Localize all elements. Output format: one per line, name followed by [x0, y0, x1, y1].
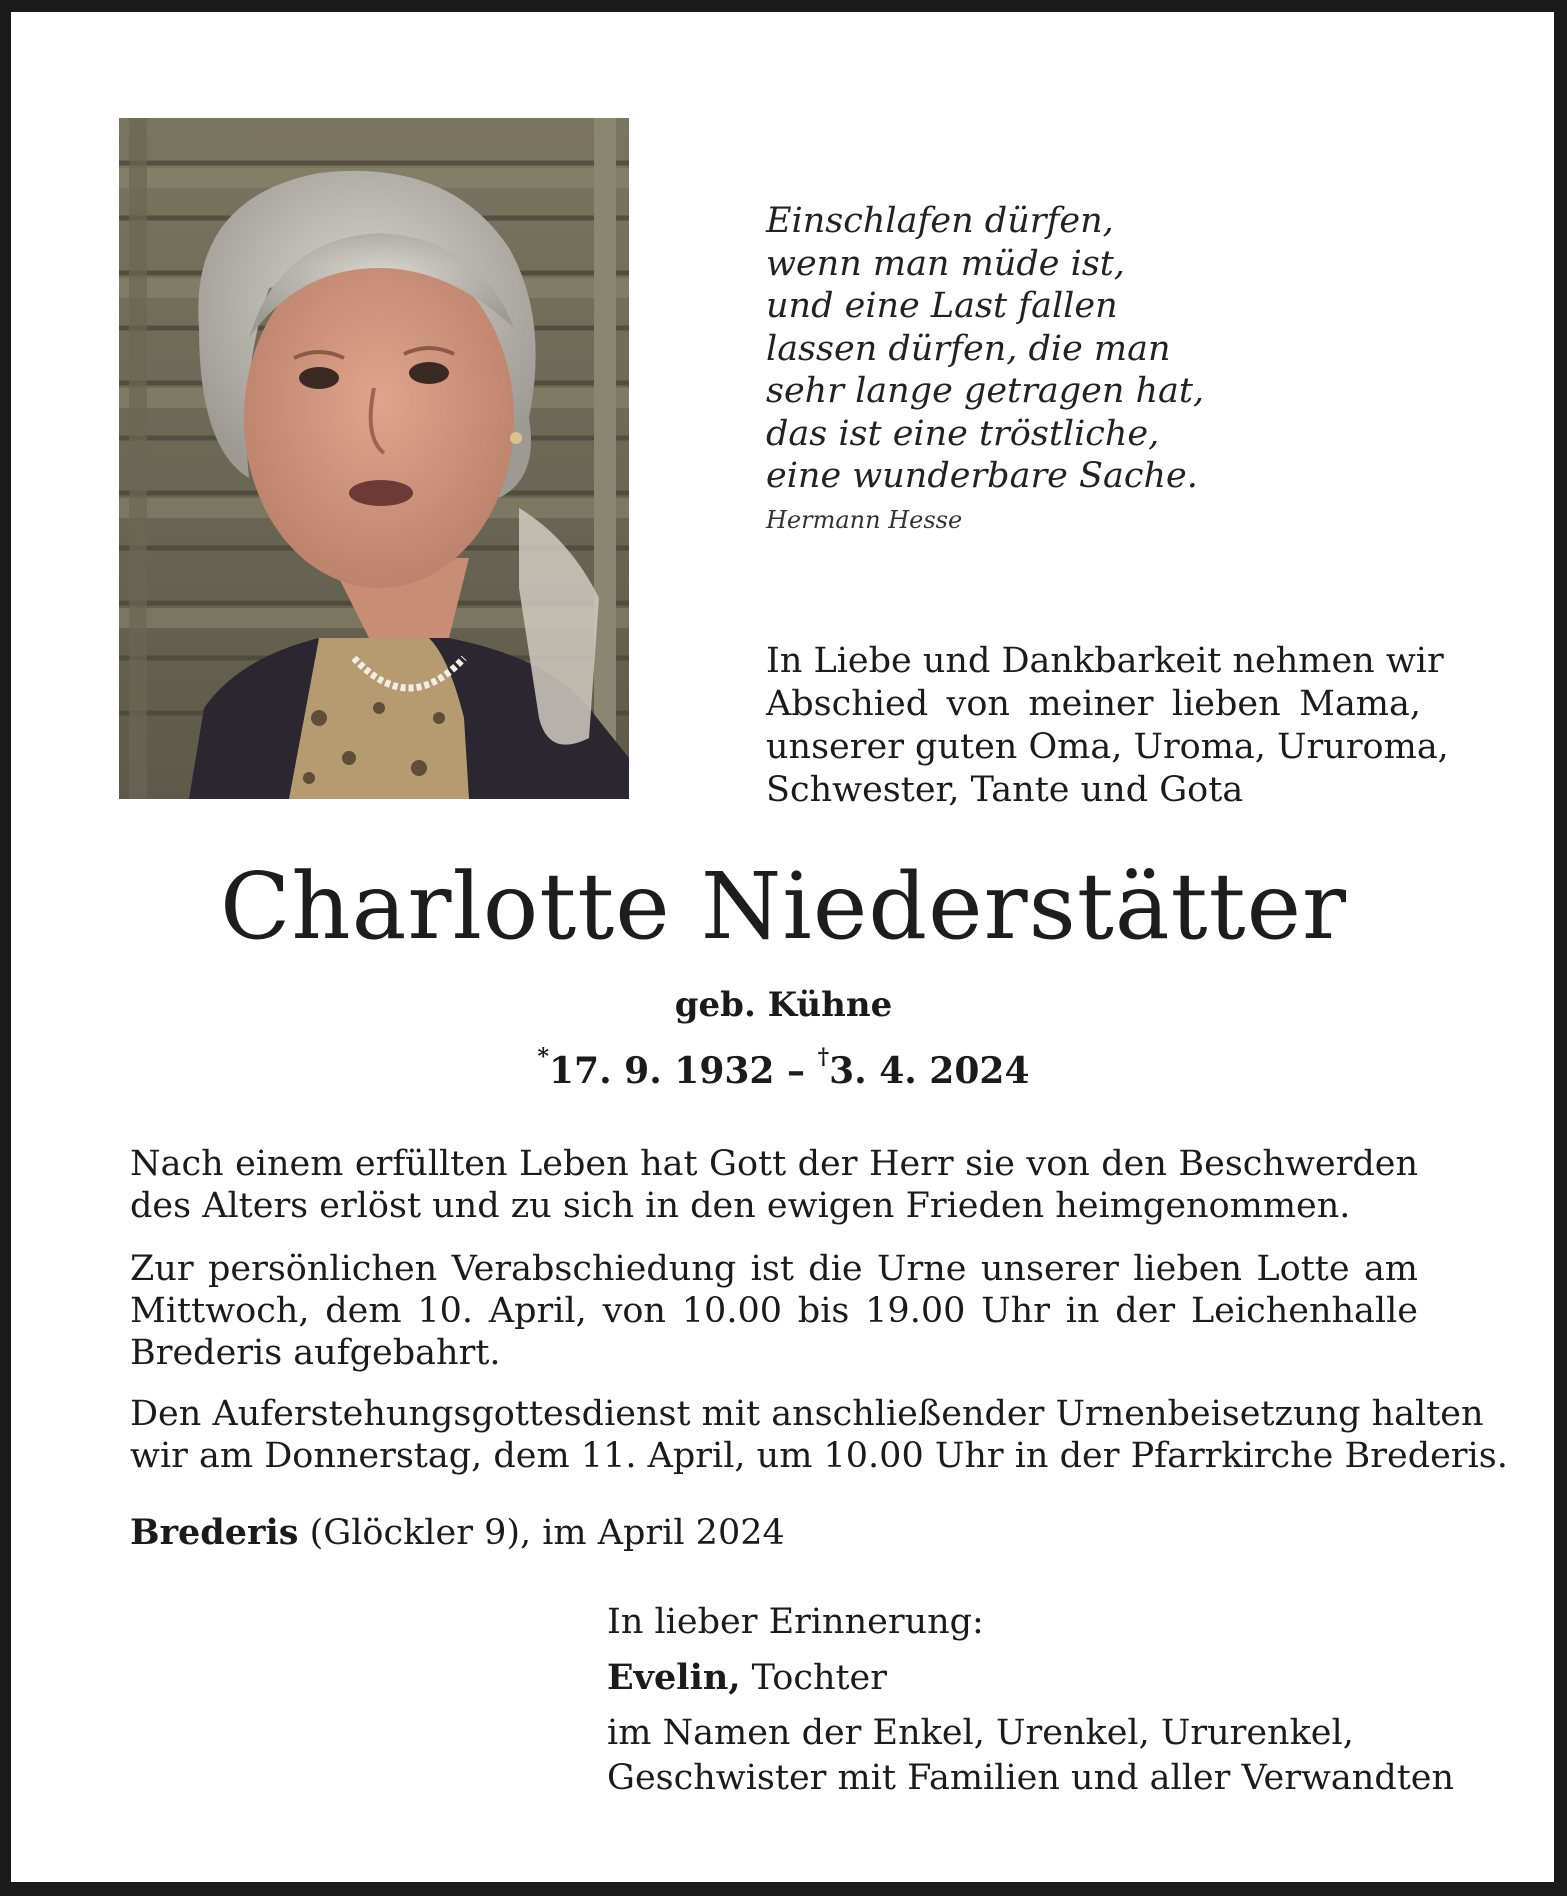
- paragraph-line: Zur persönlichen Verabschiedung ist die Urne unserer lieben Lotte am: [130, 1249, 1418, 1289]
- paragraph-funeral-service: [130, 1393, 1508, 1477]
- birth-symbol: *: [537, 1044, 549, 1070]
- paragraph-line: wir am Donnerstag, dem 11. April, um 10.00 Uhr in der Pfarrkirche Brederis.: [130, 1436, 1508, 1476]
- place-rest: (Glöckler 9), im April 2024: [298, 1513, 785, 1553]
- paragraph-line: Den Auferstehungsgottesdienst mit anschließender Urnenbeisetzung halten: [130, 1394, 1484, 1434]
- death-symbol: †: [817, 1044, 830, 1070]
- poem-quote: [766, 200, 1204, 498]
- paragraph-peace: [130, 1143, 1418, 1227]
- birth-date: 17. 9. 1932: [549, 1050, 775, 1092]
- signer-relation: Tochter: [740, 1658, 887, 1698]
- signoff-line: im Namen der Enkel, Urenkel, Ururenkel,: [607, 1713, 1354, 1753]
- quote-line: eine wunderbare Sache.: [766, 456, 1198, 496]
- farewell-line: Schwester, Tante und Gota: [766, 770, 1244, 810]
- portrait-photo: [119, 118, 629, 799]
- signoff-signer: [607, 1655, 1454, 1701]
- quote-line: das ist eine tröstliche,: [766, 413, 1160, 454]
- death-date: 3. 4. 2024: [829, 1050, 1030, 1092]
- quote-line: wenn man müde ist,: [766, 243, 1125, 284]
- paragraph-line: Nach einem erfüllten Leben hat Gott der Herr sie von den Beschwerden: [130, 1144, 1418, 1184]
- paragraph-line: Mittwoch, dem 10. April, von 10.00 bis 19.00 Uhr in der Leichenhalle: [130, 1291, 1418, 1331]
- quote-line: Einschlafen dürfen,: [766, 201, 1114, 241]
- quote-line: sehr lange getragen hat,: [766, 371, 1205, 411]
- paragraph-farewell-viewing: [130, 1248, 1418, 1374]
- paragraph-line: des Alters erlöst und zu sich in den ewigen Frieden heimgenommen.: [130, 1186, 1351, 1226]
- date-separator: –: [774, 1050, 818, 1092]
- portrait-illustration: [119, 118, 629, 799]
- farewell-line: unserer guten Oma, Uroma, Ururoma,: [766, 727, 1449, 767]
- signoff-intro: In lieber Erinnerung:: [607, 1602, 984, 1642]
- place-town: Brederis: [130, 1512, 299, 1553]
- signer-name: Evelin,: [607, 1657, 741, 1698]
- quote-line: lassen dürfen, die man: [766, 328, 1171, 369]
- signoff: [607, 1600, 1454, 1801]
- farewell-line: Abschied von meiner lieben Mama,: [766, 684, 1421, 724]
- maiden-name: geb. Kühne: [674, 985, 893, 1025]
- deceased-name: Charlotte Niederstätter: [220, 853, 1347, 960]
- quote-author: Hermann Hesse: [766, 506, 963, 534]
- signoff-line: Geschwister mit Familien und aller Verwandten: [607, 1758, 1455, 1798]
- farewell-line: In Liebe und Dankbarkeit nehmen wir: [766, 641, 1444, 681]
- paragraph-line: Brederis aufgebahrt.: [130, 1333, 501, 1373]
- place-and-date: [130, 1512, 785, 1553]
- quote-line: und eine Last fallen: [766, 286, 1118, 326]
- life-dates: [0, 1044, 1567, 1092]
- farewell-text: [766, 640, 1449, 812]
